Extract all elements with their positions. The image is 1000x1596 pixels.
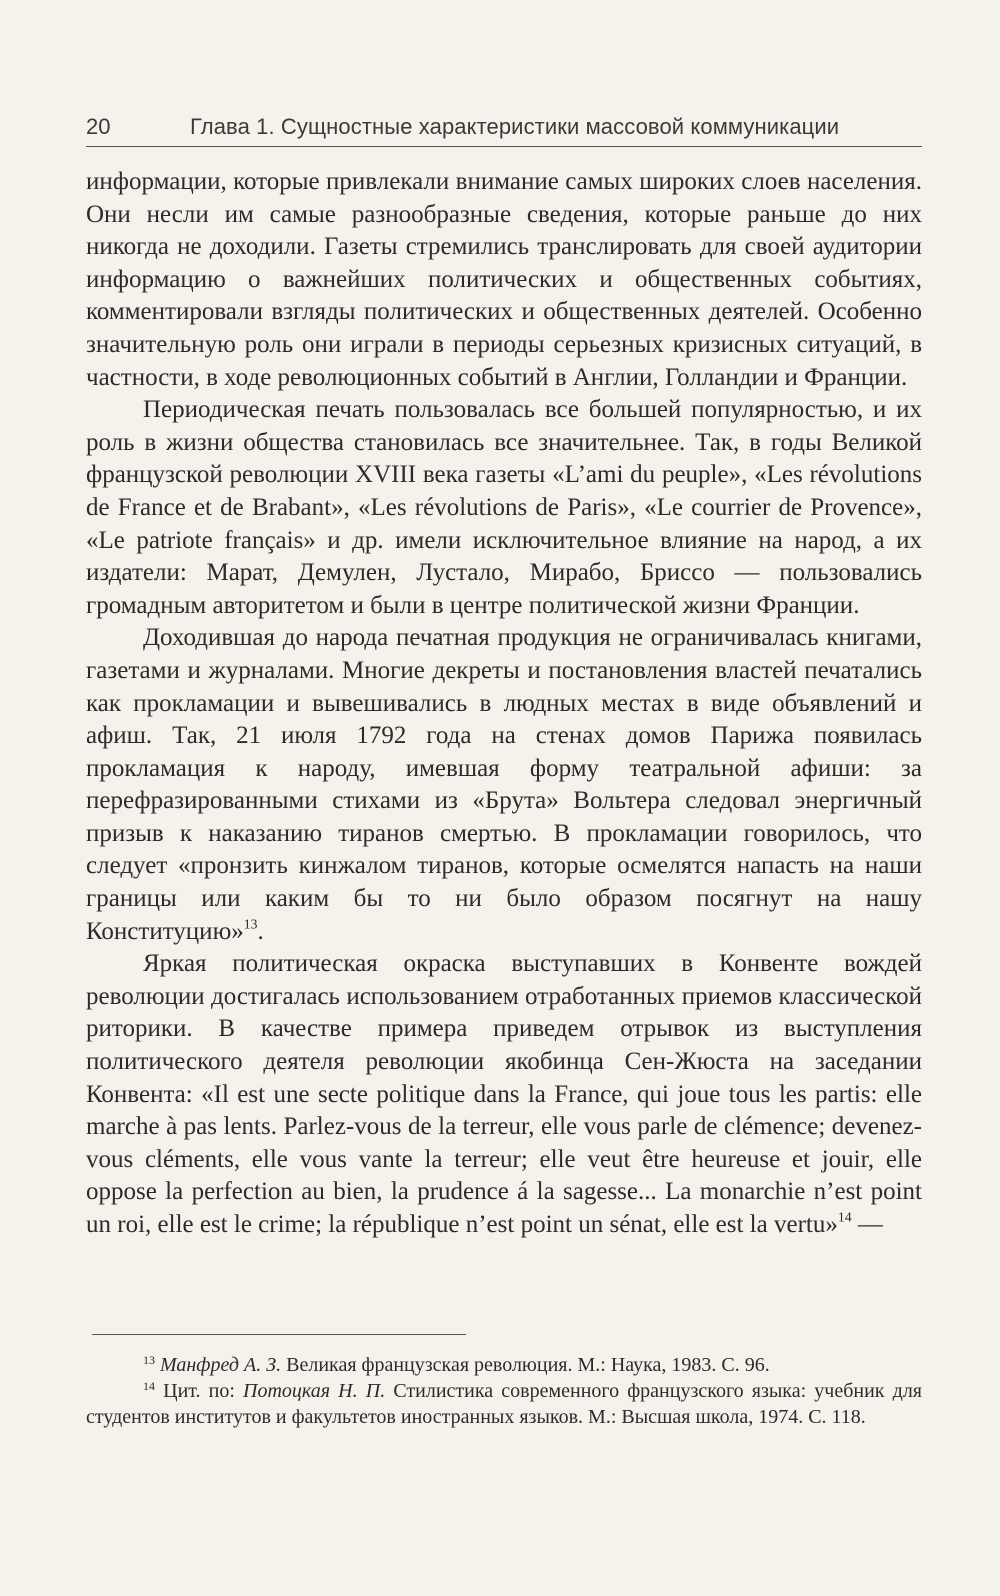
footnote-13 (86, 1352, 922, 1378)
paragraph-2: Периодическая печать пользовалась все большей популярностью, и их роль в жизни общества становилась все значительнее. Так, в годы Великой французской революции XVIII века газеты «L’ami du peuple», «Les révolutions de France et de Brabant», «Les révolutions de Paris», «Le courrier de Provence», «Le patriote français» и др. имели исключительное влияние на народ, а их издатели: Марат, Демулен, Лустало, Мирабо, Бриссо — пользовались громадным авторитетом и были в центре политической жизни Франции. (86, 396, 922, 619)
footnote-13-marker: 13 (143, 1352, 155, 1367)
footnote-14 (86, 1378, 922, 1430)
paragraph-4 (86, 948, 922, 1241)
paragraph-4-end: — (851, 1211, 883, 1238)
paragraph-3-end: . (257, 917, 264, 945)
paragraph-3 (86, 622, 922, 948)
footnote-divider (92, 1334, 466, 1335)
footnote-13-text: Великая французская революция. М.: Наука, 1983. С. 96. (281, 1354, 770, 1376)
footnote-14-author: Потоцкая Н. П. (243, 1380, 386, 1402)
main-text (86, 166, 922, 1242)
paragraph-1: информации, которые привлекали внимание самых широких слоев населения. Они несли им самые разнообразные сведения, которые раньше до них никогда не доходили. Газеты стремились транслировать для своей аудитории информацию о важнейших политических и общественных событиях, комментировали взгляды политических и общественных деятелей. Особенно значительную роль они играли в периоды серьезных кризисных ситуаций, в частности, в ходе революционных событий в Англии, Голландии и Франции. (86, 168, 922, 391)
footnote-14-prefix: Цит. по: (155, 1380, 244, 1402)
footnote-ref-14: 14 (837, 1209, 852, 1225)
footnote-14-text: Стилистика современного французского языка: учебник для студентов институтов и факультетов иностранных языков. М.: Высшая школа, 1974. С. 118. (86, 1380, 922, 1428)
footnote-ref-13: 13 (243, 916, 258, 932)
header-divider (86, 146, 922, 147)
running-header (86, 110, 922, 146)
footnote-14-marker: 14 (143, 1378, 155, 1393)
paragraph-3-text: Доходившая до народа печатная продукция не ограничивалась книгами, газетами и журналами. Многие декреты и постановления властей печатались как прокламации и вывешивались в людных местах в виде объявлений и афиш. Так, 21 июля 1792 года на стенах домов Парижа появилась прокламация к народу, имевшая форму театральной афиши: за перефразированными стихами из «Брута» Вольтера следовал энергичный призыв к наказанию тиранов смертью. В прокламации говорилось, что следует «пронзить кинжалом тиранов, которые осмелятся напасть на наши границы или каким бы то ни было образом посягнут на нашу Конституцию» (86, 624, 922, 945)
running-title: Глава 1. Сущностные характеристики массовой коммуникации (190, 114, 840, 139)
paragraph-4-text: Яркая политическая окраска выступавших в Конвенте вождей революции достигалась использованием отработанных приемов классической риторики. В качестве примера приведем отрывок из выступления политического деятеля революции якобинца Сен-Жюста на заседании Конвента: «Il est une secte politique dans la France, qui joue tous les partis: elle marche à pas lents. Parlez-vous de la terreur, elle vous parle de clémence; devenez-vous cléments, elle vous vante la terreur; elle veut être heureuse et jouir, elle oppose la perfection au bien, la prudence á la sagesse... La monarchie n’est point un roi, elle est le crime; la république n’est point un sénat, elle est la vertu» (86, 950, 922, 1238)
footnote-13-author: Манфред А. З. (160, 1354, 282, 1376)
footnotes (86, 1352, 922, 1430)
page-number: 20 (86, 114, 111, 139)
